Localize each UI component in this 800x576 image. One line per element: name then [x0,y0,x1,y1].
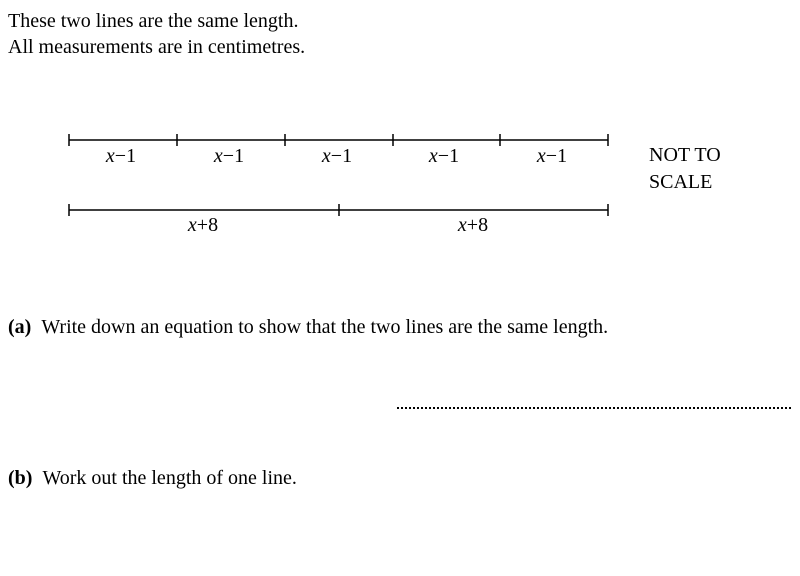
question-b [8,467,297,490]
segment-label-1: x−1 [105,145,137,167]
question-b-text: Work out the length of one line. [42,467,297,489]
segment-label-7: x+8 [457,214,489,236]
question-a-label: (a) [8,316,32,338]
intro-line-2: All measurements are in centimetres. [8,36,306,58]
segment-label-3: x−1 [321,145,353,167]
segment-label-5: x−1 [536,145,568,167]
segment-label-4: x−1 [428,145,460,167]
question-a-text: Write down an equation to show that the two lines are the same length. [41,316,609,338]
question-a [8,316,608,339]
answer-line-a[interactable] [397,407,791,409]
segment-label-6: x+8 [187,214,219,236]
note-line-1: NOT TO [649,144,721,166]
not-to-scale-note [649,142,721,196]
segment-label-2: x−1 [213,145,245,167]
question-b-label: (b) [8,467,33,489]
top-line [69,134,608,167]
bottom-line [69,204,608,236]
intro-line-1: These two lines are the same length. [8,10,299,32]
note-line-2: SCALE [649,171,713,193]
